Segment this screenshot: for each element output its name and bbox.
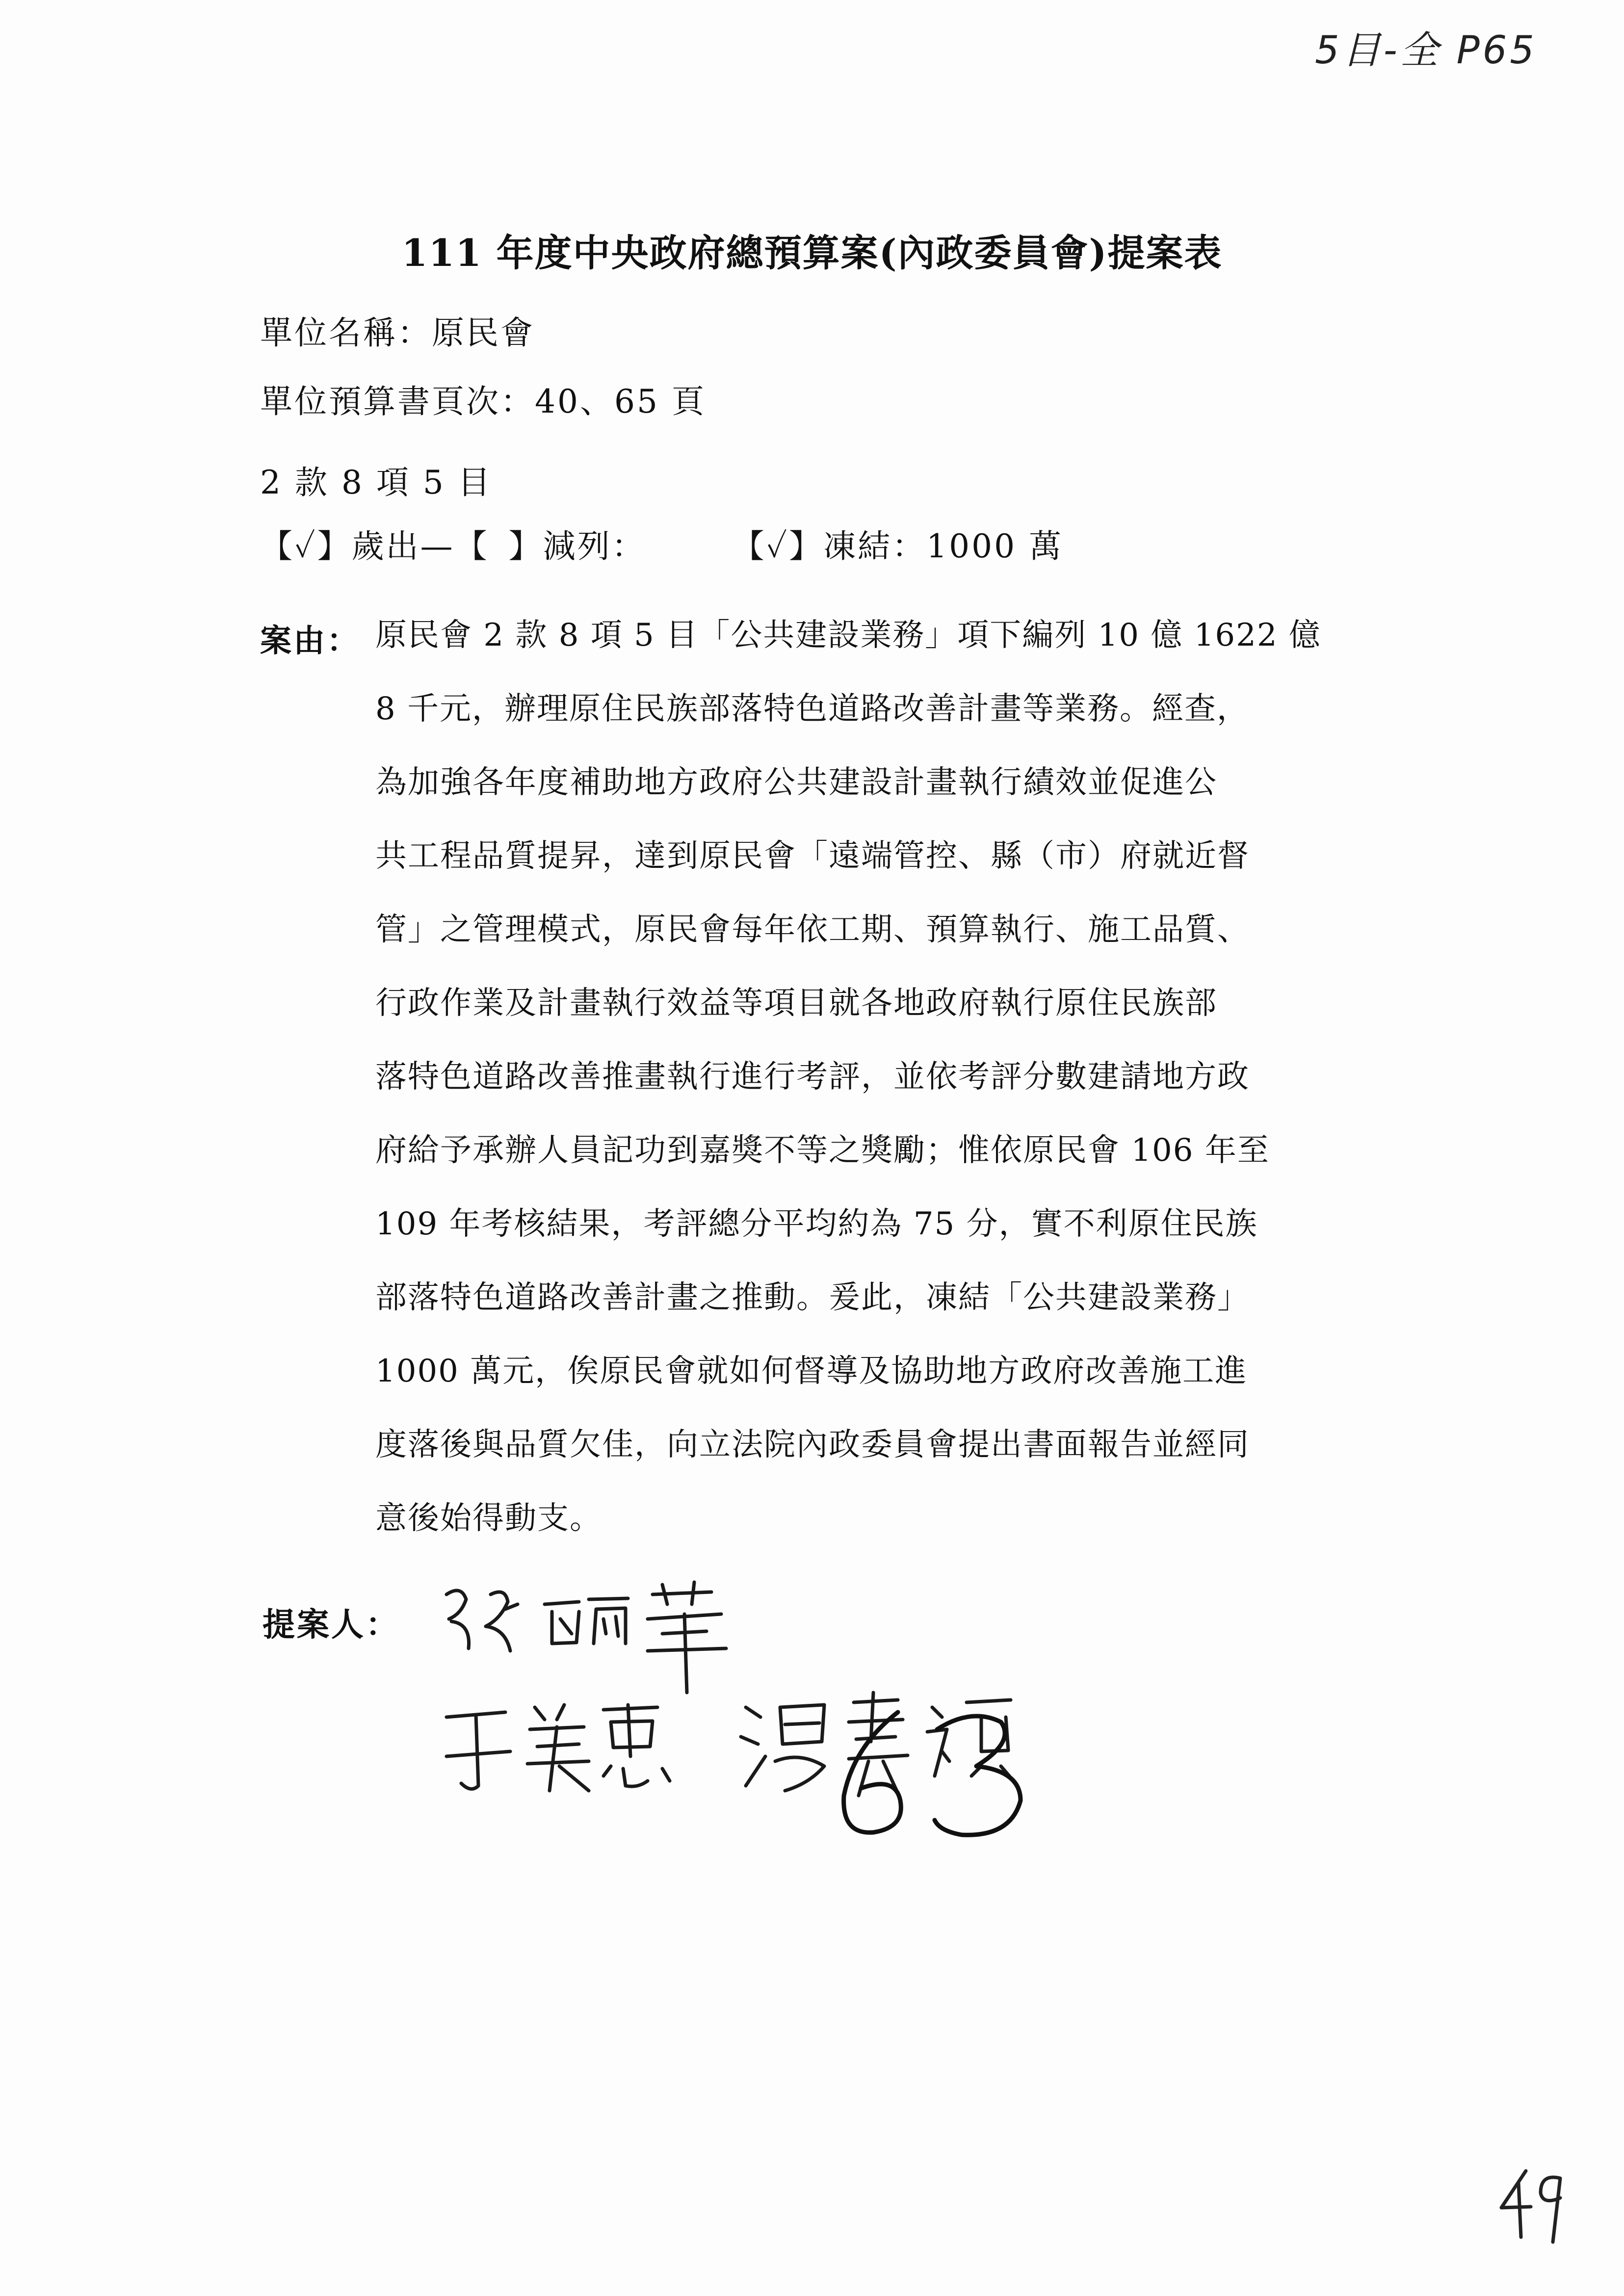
budget-pages: 單位預算書頁次：40、65 頁 <box>260 383 706 420</box>
handwritten-sheet-number <box>1492 2164 1575 2249</box>
reason-line: 原民會 2 款 8 項 5 目「公共建設業務」項下編列 10 億 1622 億 <box>375 617 1321 653</box>
page-title: 111 年度中央政府總預算案(內政委員會)提案表 <box>401 231 1223 275</box>
proposer-label: 提案人： <box>262 1605 400 1644</box>
reduction-label: 】減列： <box>508 527 646 565</box>
handwritten-reference-note: 5目-全 P65 <box>1315 28 1537 73</box>
reason-line: 管」之管理模式，原民會每年依工期、預算執行、施工品質、 <box>375 912 1250 948</box>
action-line <box>260 520 1063 567</box>
reason-line: 109 年考核結果，考評總分平均約為 75 分，實不利原住民族 <box>375 1206 1258 1242</box>
reason-line: 共工程品質提昇，達到原民會「遠端管控、縣（市）府就近督 <box>375 838 1250 874</box>
signature-1 <box>432 1565 746 1702</box>
reason-line: 行政作業及計畫執行效益等項目就各地政府執行原住民族部 <box>375 985 1217 1021</box>
reason-line: 意後始得動支。 <box>375 1500 602 1537</box>
reason-text <box>375 616 1403 1572</box>
signature-2 <box>432 1683 687 1800</box>
reason-label: 案由： <box>260 623 360 659</box>
reason-line: 8 千元，辦理原住民族部落特色道路改善計畫等業務。經查， <box>375 691 1250 727</box>
handwritten-page-number <box>814 1702 1050 1852</box>
reason-line: 度落後與品質欠佳，向立法院內政委員會提出書面報告並經同 <box>375 1427 1250 1463</box>
unit-name: 單位名稱：原民會 <box>260 314 535 352</box>
freeze-checkbox: 【✓】凍結：1000 萬 <box>732 527 1064 565</box>
expenditure-checkbox: 【✓】歲出—【 <box>260 527 489 565</box>
reason-line: 部落特色道路改善計畫之推動。爰此，凍結「公共建設業務」 <box>375 1279 1250 1316</box>
reason-line: 落特色道路改善推畫執行進行考評，並依考評分數建請地方政 <box>375 1059 1250 1095</box>
item-code: 2 款 8 項 5 目 <box>260 464 492 501</box>
reason-line: 府給予承辦人員記功到嘉獎不等之獎勵；惟依原民會 106 年至 <box>375 1132 1270 1169</box>
reason-line: 1000 萬元，俟原民會就如何督導及協助地方政府改善施工進 <box>375 1353 1248 1389</box>
reason-line: 為加強各年度補助地方政府公共建設計畫執行績效並促進公 <box>375 764 1217 801</box>
